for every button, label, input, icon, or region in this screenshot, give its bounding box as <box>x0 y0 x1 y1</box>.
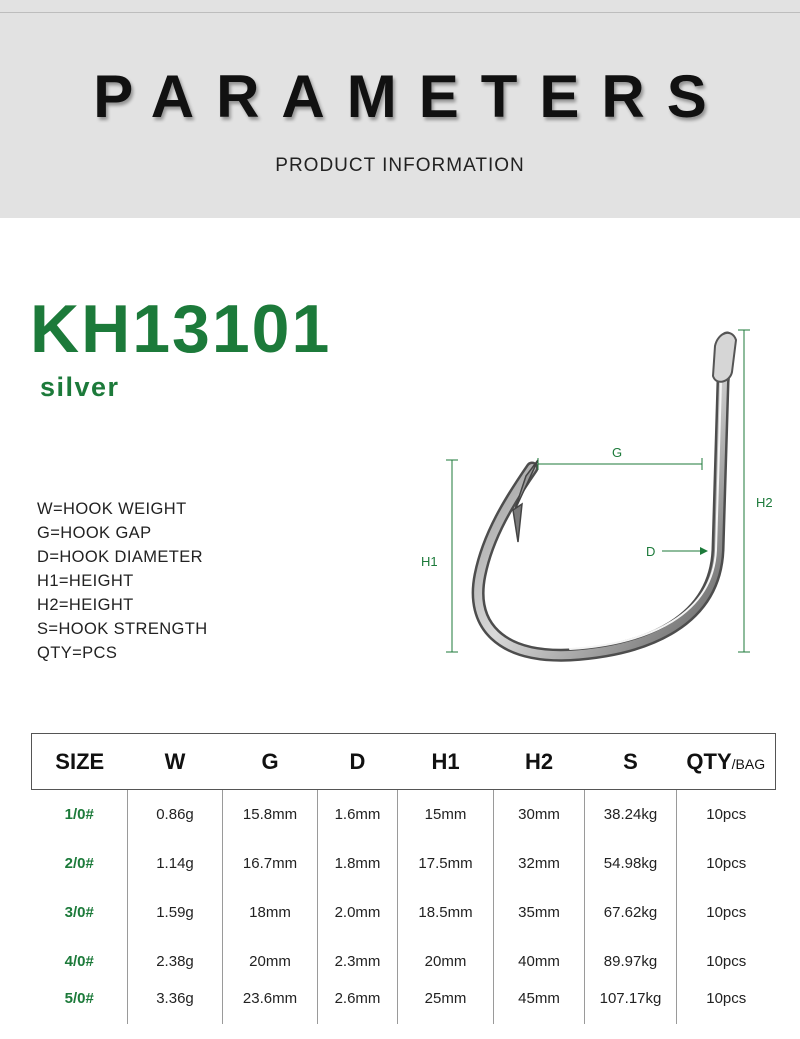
col-header-s: S <box>585 734 677 790</box>
cell-w: 3.36g <box>128 986 223 1024</box>
cell-s: 54.98kg <box>585 839 677 888</box>
h1-dimension-label: H1 <box>421 554 438 569</box>
hook-diagram <box>410 320 800 670</box>
col-header-h2: H2 <box>494 734 585 790</box>
cell-s: 107.17kg <box>585 986 677 1024</box>
cell-size: 2/0# <box>64 855 94 872</box>
g-dimension-label: G <box>611 445 623 460</box>
legend-item: H2=HEIGHT <box>37 596 134 614</box>
abbreviation-legend <box>37 499 208 667</box>
cell-h2: 35mm <box>494 888 585 937</box>
header-banner <box>0 0 800 218</box>
hook-eye <box>713 333 736 382</box>
cell-h2: 32mm <box>494 839 585 888</box>
cell-size: 1/0# <box>64 806 94 823</box>
table-row <box>32 888 776 937</box>
cell-h2: 45mm <box>494 986 585 1024</box>
cell-g: 15.8mm <box>223 790 318 840</box>
cell-w: 2.38g <box>128 937 223 986</box>
cell-w: 1.14g <box>128 839 223 888</box>
product-color: silver <box>40 372 120 402</box>
table-header-row <box>32 734 776 790</box>
cell-d: 2.0mm <box>318 888 398 937</box>
cell-h2: 30mm <box>494 790 585 840</box>
table-row <box>32 839 776 888</box>
cell-g: 16.7mm <box>223 839 318 888</box>
legend-item: QTY=PCS <box>37 644 118 662</box>
spec-table <box>31 733 776 1024</box>
col-header-h1: H1 <box>398 734 494 790</box>
cell-qty: 10pcs <box>677 839 776 888</box>
cell-qty: 10pcs <box>677 937 776 986</box>
legend-item: D=HOOK DIAMETER <box>37 548 203 566</box>
cell-h1: 15mm <box>398 790 494 840</box>
cell-d: 1.8mm <box>318 839 398 888</box>
cell-size: 5/0# <box>64 990 94 1007</box>
banner-divider <box>0 12 800 13</box>
cell-g: 23.6mm <box>223 986 318 1024</box>
cell-s: 67.62kg <box>585 888 677 937</box>
cell-qty: 10pcs <box>677 790 776 840</box>
cell-size: 3/0# <box>64 904 94 921</box>
col-header-size: SIZE <box>32 734 128 790</box>
cell-d: 2.6mm <box>318 986 398 1024</box>
cell-h2: 40mm <box>494 937 585 986</box>
cell-s: 38.24kg <box>585 790 677 840</box>
cell-h1: 17.5mm <box>398 839 494 888</box>
cell-qty: 10pcs <box>677 986 776 1024</box>
cell-h1: 18.5mm <box>398 888 494 937</box>
hook-barb <box>513 504 522 542</box>
cell-g: 20mm <box>223 937 318 986</box>
page-subtitle: PRODUCT INFORMATION <box>275 155 525 176</box>
table-row <box>32 790 776 840</box>
cell-d: 2.3mm <box>318 937 398 986</box>
qty-unit: /BAG <box>731 755 766 772</box>
cell-d: 1.6mm <box>318 790 398 840</box>
d-arrowhead <box>700 547 708 555</box>
d-dimension-label: D <box>646 544 656 559</box>
col-header-w: W <box>128 734 223 790</box>
legend-item: H1=HEIGHT <box>37 572 134 590</box>
page-title: PARAMETERS <box>93 63 729 130</box>
cell-w: 0.86g <box>128 790 223 840</box>
legend-item: W=HOOK WEIGHT <box>37 500 187 518</box>
cell-qty: 10pcs <box>677 888 776 937</box>
legend-item: G=HOOK GAP <box>37 524 152 542</box>
h2-dimension-label: H2 <box>756 495 773 510</box>
cell-size: 4/0# <box>64 953 94 970</box>
col-header-g: G <box>223 734 318 790</box>
qty-label: QTY <box>686 748 732 774</box>
col-header-d: D <box>318 734 398 790</box>
table-row <box>32 986 776 1024</box>
table-row <box>32 937 776 986</box>
cell-h1: 20mm <box>398 937 494 986</box>
cell-h1: 25mm <box>398 986 494 1024</box>
col-header-qty <box>677 734 776 790</box>
legend-item: S=HOOK STRENGTH <box>37 620 208 638</box>
cell-w: 1.59g <box>128 888 223 937</box>
product-model: KH13101 <box>30 291 332 367</box>
cell-g: 18mm <box>223 888 318 937</box>
cell-s: 89.97kg <box>585 937 677 986</box>
